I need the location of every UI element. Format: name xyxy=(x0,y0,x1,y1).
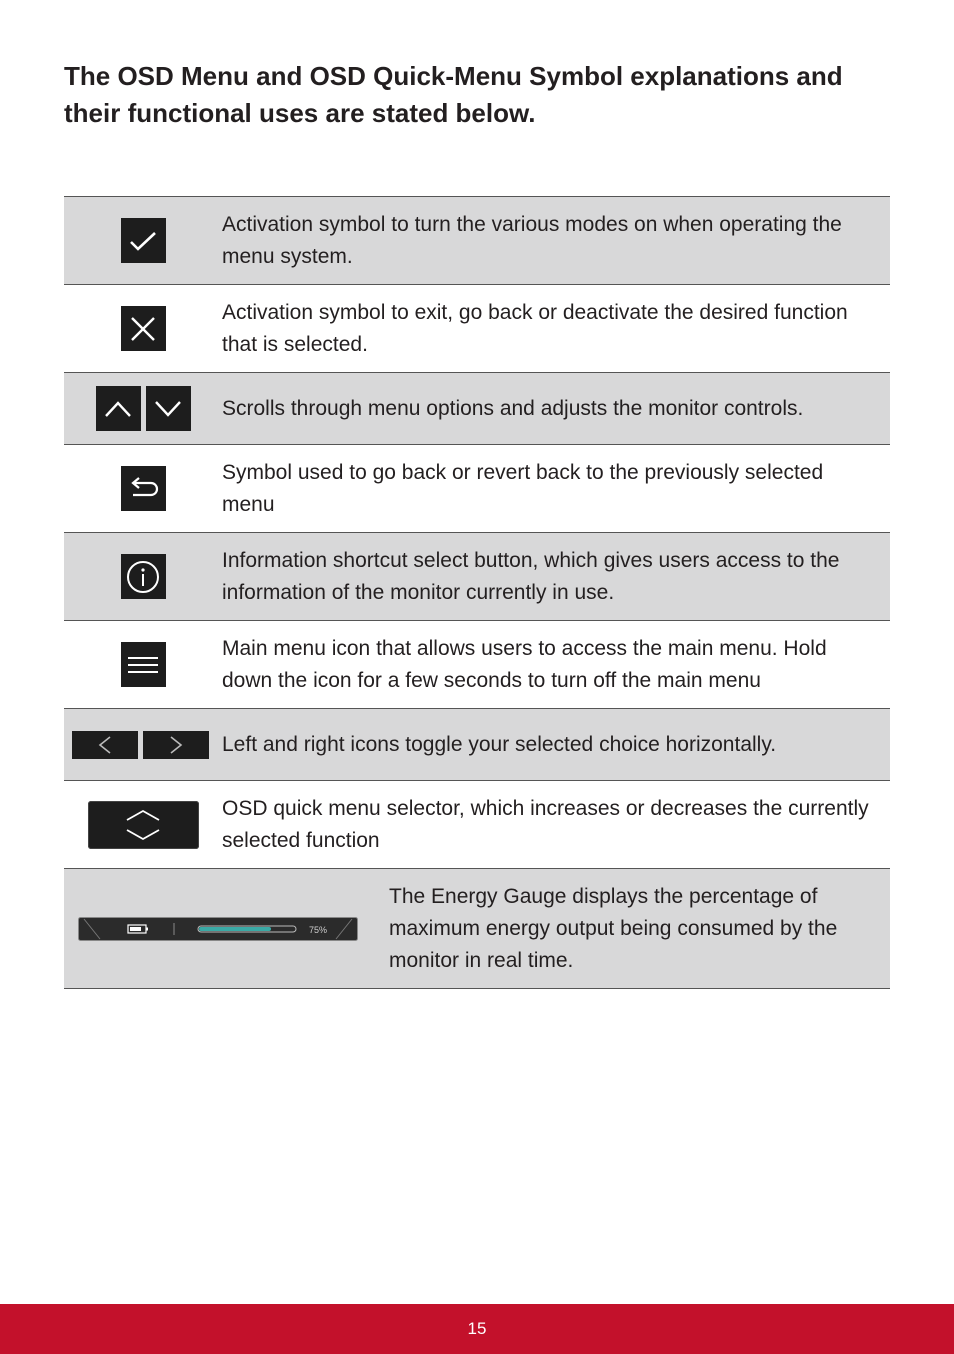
page-number: 15 xyxy=(467,1319,487,1338)
menu-icon xyxy=(121,642,166,687)
return-icon xyxy=(121,466,166,511)
gauge-percentage: 75% xyxy=(309,924,328,935)
page-footer xyxy=(0,1304,954,1354)
energy-gauge-icon xyxy=(78,917,358,941)
down-arrow-icon xyxy=(146,386,191,431)
table-row xyxy=(64,869,890,989)
check-icon xyxy=(121,218,166,263)
table-row xyxy=(64,709,890,781)
quick-menu-selector-icon xyxy=(88,801,199,849)
left-right-arrows-icon xyxy=(72,731,209,759)
row-description: Main menu icon that allows users to access the main menu. Hold down the icon for a few seconds to turn off the main menu xyxy=(222,636,827,692)
table-row xyxy=(64,781,890,869)
table-row xyxy=(64,197,890,285)
table-row xyxy=(64,621,890,709)
gauge-fill xyxy=(199,927,271,931)
row-description: Left and right icons toggle your selected choice horizontally. xyxy=(222,732,777,756)
row-description: Information shortcut select button, which gives users access to the information of the monitor currently in use. xyxy=(222,548,840,604)
symbol-table xyxy=(64,196,890,989)
row-description: Activation symbol to turn the various modes on when operating the menu system. xyxy=(222,212,842,268)
left-arrow-icon xyxy=(72,731,138,759)
page-heading: The OSD Menu and OSD Quick-Menu Symbol explanations and their functional uses are stated below. xyxy=(64,61,843,128)
row-description: Symbol used to go back or revert back to the previously selected menu xyxy=(222,460,824,516)
row-description: Activation symbol to exit, go back or deactivate the desired function that is selected. xyxy=(222,300,848,356)
info-icon xyxy=(121,554,166,599)
row-description: Scrolls through menu options and adjusts the monitor controls. xyxy=(222,396,804,420)
table-row xyxy=(64,533,890,621)
table-row xyxy=(64,373,890,445)
right-arrow-icon xyxy=(143,731,209,759)
up-arrow-icon xyxy=(96,386,141,431)
close-icon xyxy=(121,306,166,351)
table-row xyxy=(64,445,890,533)
row-description: OSD quick menu selector, which increases or decreases the currently selected function xyxy=(222,796,869,852)
table-row xyxy=(64,285,890,373)
up-down-arrows-icon xyxy=(96,386,191,431)
row-description: The Energy Gauge displays the percentage of maximum energy output being consumed by the monitor in real time. xyxy=(389,884,838,972)
